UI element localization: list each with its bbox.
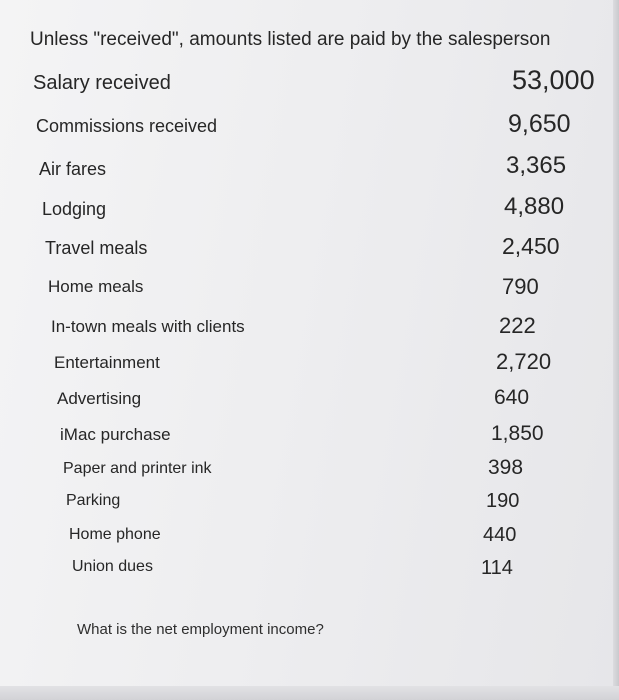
- page-bottom-shadow: [0, 686, 619, 700]
- item-label-commissions: Commissions received: [36, 116, 218, 136]
- item-label-home-meals: Home meals: [48, 277, 144, 296]
- item-value-home-phone: 440: [483, 524, 517, 546]
- item-label-salary: Salary received: [33, 72, 171, 94]
- item-value-lodging: 4,880: [504, 193, 565, 220]
- heading: Unless "received", amounts listed are paid by the salesperson: [30, 29, 551, 50]
- item-value-paper-printer-ink: 398: [488, 456, 524, 479]
- item-value-entertainment: 2,720: [496, 349, 552, 374]
- item-label-union-dues: Union dues: [72, 558, 153, 575]
- item-value-union-dues: 114: [481, 557, 513, 579]
- page-edge-shadow: [613, 0, 619, 700]
- item-value-parking: 190: [486, 490, 520, 512]
- item-label-travel-meals: Travel meals: [45, 238, 148, 258]
- item-label-air-fares: Air fares: [39, 159, 107, 179]
- item-value-salary: 53,000: [512, 65, 595, 95]
- item-value-advertising: 640: [494, 386, 530, 409]
- item-label-home-phone: Home phone: [69, 526, 161, 543]
- item-value-commissions: 9,650: [508, 110, 571, 138]
- item-label-imac-purchase: iMac purchase: [60, 425, 171, 444]
- item-label-in-town-meals: In-town meals with clients: [51, 317, 245, 336]
- item-label-entertainment: Entertainment: [54, 353, 160, 372]
- item-value-travel-meals: 2,450: [502, 233, 560, 259]
- item-label-paper-printer-ink: Paper and printer ink: [63, 460, 212, 477]
- item-value-in-town-meals: 222: [499, 313, 536, 338]
- question-text: What is the net employment income?: [77, 621, 324, 638]
- item-value-air-fares: 3,365: [506, 152, 567, 179]
- item-label-lodging: Lodging: [42, 199, 107, 219]
- item-value-imac-purchase: 1,850: [491, 422, 544, 445]
- item-value-home-meals: 790: [502, 274, 539, 299]
- item-label-parking: Parking: [66, 492, 121, 509]
- item-label-advertising: Advertising: [57, 389, 142, 408]
